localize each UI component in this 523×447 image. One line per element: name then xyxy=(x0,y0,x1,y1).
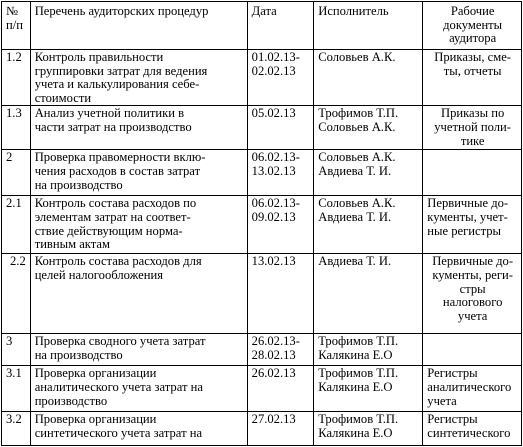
row-date-line: 05.02.13 xyxy=(251,106,296,121)
row-procedure-line: целей налогообложения xyxy=(34,267,164,282)
row-docs-line: кументы, учет- xyxy=(427,209,508,224)
row-procedure-line: Контроль правильности xyxy=(34,50,164,64)
row-executor-line: Трофимов Т.П. xyxy=(318,366,399,381)
row-date-line: 13.02.13 xyxy=(251,254,296,269)
row-procedure-line: стоимости xyxy=(34,90,92,105)
header-date: Дата xyxy=(247,2,314,50)
row-date xyxy=(247,366,314,412)
row-docs-line: ные регистры xyxy=(427,223,502,238)
row-executor-line: Авдиева Т. И. xyxy=(318,209,392,224)
row-docs-line: тике xyxy=(460,133,485,148)
row-procedure-line: группировки затрат для ведения xyxy=(34,63,208,78)
row-date-line: 28.02.13 xyxy=(251,347,296,362)
row-procedure-line: аналитического учета затрат на xyxy=(34,379,203,394)
table-row xyxy=(2,106,522,150)
row-procedure xyxy=(30,106,247,150)
row-executor xyxy=(314,196,423,254)
row-docs-line: Регистры xyxy=(427,412,478,427)
row-executor-line: Соловьев А.К. xyxy=(318,50,396,64)
row-num: 2.2 xyxy=(2,254,31,334)
row-executor xyxy=(314,106,423,150)
row-docs xyxy=(423,254,522,334)
header-executor: Исполнитель xyxy=(314,2,423,50)
audit-procedures-table xyxy=(1,1,522,446)
row-date-line: 27.02.13 xyxy=(251,412,296,427)
table-row xyxy=(2,50,522,106)
row-date-line: 06.02.13- xyxy=(251,196,300,211)
row-procedure xyxy=(30,254,247,334)
row-procedure-line: чения расходов в состав затрат xyxy=(34,163,201,178)
row-date-line: 06.02.13- xyxy=(251,150,300,165)
table-header-row xyxy=(2,2,522,50)
row-date-line: 02.02.13 xyxy=(251,63,296,78)
row-num: 3 xyxy=(2,334,31,366)
header-num: № п/п xyxy=(2,2,31,50)
row-procedure-line: Проверка организации xyxy=(34,412,157,427)
header-procedures: Перечень аудиторских процедур xyxy=(30,2,247,50)
row-procedure-line: тивным актам xyxy=(34,237,110,252)
row-procedure xyxy=(30,334,247,366)
row-date-line: 13.02.13 xyxy=(251,163,296,178)
row-docs-line: Первичные до- xyxy=(427,196,509,211)
row-procedure xyxy=(30,150,247,196)
row-executor-line: Соловьев А.К. xyxy=(318,119,396,134)
row-docs-line: Приказы по xyxy=(440,106,505,121)
table-row xyxy=(2,254,522,334)
row-num: 1.2 xyxy=(2,50,31,106)
row-executor xyxy=(314,254,423,334)
row-docs xyxy=(423,196,522,254)
row-procedure-line: на производство xyxy=(34,347,123,362)
row-date xyxy=(247,50,314,106)
row-date-line: 26.02.13 xyxy=(251,366,296,381)
row-executor xyxy=(314,50,423,106)
row-procedure-line: Проверка сводного учета затрат xyxy=(34,334,206,349)
row-procedure xyxy=(30,50,247,106)
row-procedure-line: Контроль состава расходов по xyxy=(34,196,197,211)
row-num: 3.2 xyxy=(2,412,31,446)
row-docs xyxy=(423,150,522,196)
row-procedure-line: Контроль состава расходов для xyxy=(34,254,202,269)
table-row xyxy=(2,196,522,254)
row-docs xyxy=(423,366,522,412)
table-row xyxy=(2,334,522,366)
row-procedure-line: учета и калькулирования себе- xyxy=(34,77,200,92)
row-procedure xyxy=(30,366,247,412)
row-date xyxy=(247,412,314,446)
row-executor-line: Авдиева Т. И. xyxy=(318,163,392,178)
row-num: 1.3 xyxy=(2,106,31,150)
row-date xyxy=(247,254,314,334)
row-docs xyxy=(423,106,522,150)
row-docs xyxy=(423,334,522,366)
table-row xyxy=(2,412,522,446)
row-executor-line: Трофимов Т.П. xyxy=(318,106,399,121)
row-executor xyxy=(314,366,423,412)
row-date xyxy=(247,334,314,366)
row-procedure-line: части затрат на производство xyxy=(34,119,192,134)
row-procedure xyxy=(30,412,247,446)
row-docs-line: учетной поли- xyxy=(434,119,511,134)
row-procedure-line: производство xyxy=(34,393,108,408)
row-executor xyxy=(314,412,423,446)
row-executor xyxy=(314,150,423,196)
row-executor-line: Соловьев А.К. xyxy=(318,196,396,211)
row-executor-line: Трофимов Т.П. xyxy=(318,412,399,427)
row-procedure-line: Проверка правомерности вклю- xyxy=(34,150,206,165)
row-executor xyxy=(314,334,423,366)
row-procedure xyxy=(30,196,247,254)
row-executor-line: Калякина Е.О xyxy=(318,379,393,394)
row-docs xyxy=(423,412,522,446)
row-num: 2 xyxy=(2,150,31,196)
row-date-line: 01.02.13- xyxy=(251,50,300,64)
row-docs-line: аналитического xyxy=(427,379,512,394)
row-procedure-line: Анализ учетной политики в xyxy=(34,106,185,121)
row-docs-line: стры xyxy=(459,281,486,296)
row-num: 2.1 xyxy=(2,196,31,254)
row-executor-line: Трофимов Т.П. xyxy=(318,334,399,349)
row-docs-line: синтетического xyxy=(427,425,511,440)
row-date xyxy=(247,196,314,254)
row-docs-line: учета xyxy=(457,308,488,323)
row-executor-line: Авдиева Т. И. xyxy=(318,254,392,269)
row-executor-line: Калякина Е.О xyxy=(318,347,393,362)
row-docs-line: ты, отчеты xyxy=(443,63,502,78)
row-docs-line: Приказы, сме- xyxy=(434,50,511,64)
row-num: 3.1 xyxy=(2,366,31,412)
row-procedure-line: на производство xyxy=(34,177,123,192)
row-date xyxy=(247,106,314,150)
row-date xyxy=(247,150,314,196)
row-docs-line: Первичные до- xyxy=(432,254,514,269)
row-executor-line: Соловьев А.К. xyxy=(318,150,396,165)
row-executor-line: Калякина Е.О xyxy=(318,425,393,440)
row-procedure-line: ствие действующим норма- xyxy=(34,223,183,238)
row-docs-line: кументы, реги- xyxy=(432,267,513,282)
table-row xyxy=(2,150,522,196)
row-date-line: 26.02.13- xyxy=(251,334,300,349)
row-docs-line: Регистры xyxy=(427,366,478,381)
row-procedure-line: элементам затрат на соответ- xyxy=(34,209,191,224)
row-procedure-line: Проверка организации xyxy=(34,366,157,381)
row-docs-line: налогового xyxy=(442,295,503,310)
row-docs xyxy=(423,50,522,106)
row-date-line: 09.02.13 xyxy=(251,209,296,224)
table-row xyxy=(2,366,522,412)
row-docs-line: учета xyxy=(427,393,457,408)
row-procedure-line: синтетического учета затрат на xyxy=(34,425,203,440)
header-docs: Рабочие документы аудитора xyxy=(423,2,522,50)
